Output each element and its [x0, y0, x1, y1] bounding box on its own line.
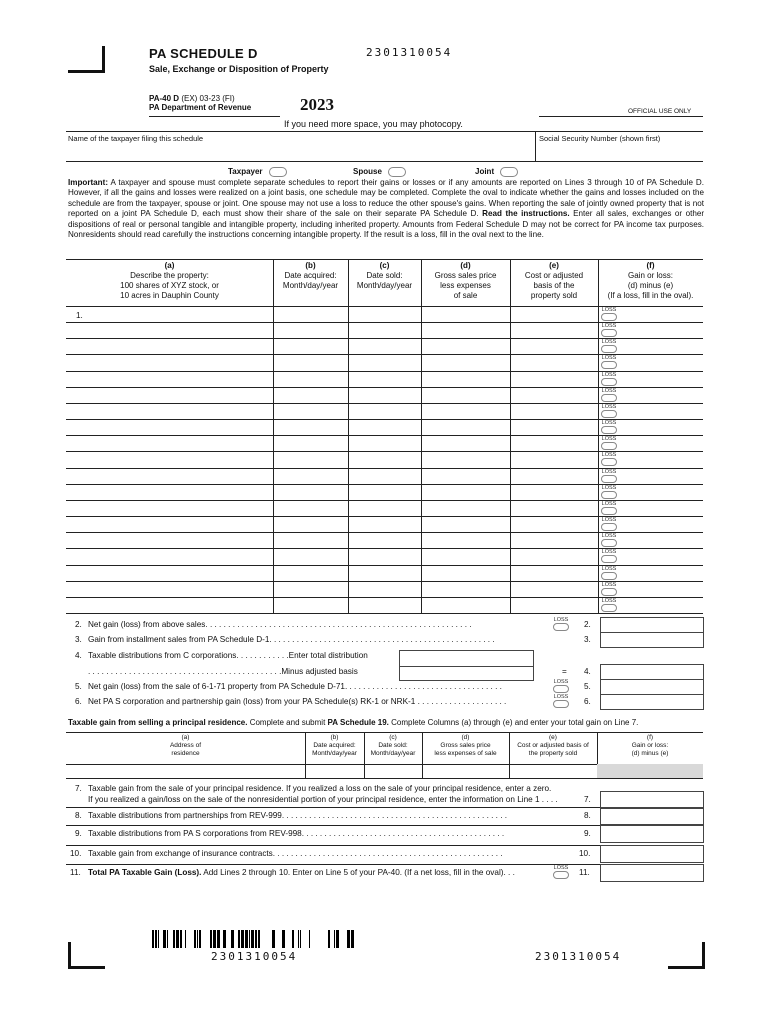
tax-year: 2023	[300, 95, 334, 114]
loss-oval-icon[interactable]	[601, 555, 617, 563]
barcode-bar	[249, 930, 250, 948]
barcode-bar	[258, 930, 260, 948]
loss-oval-icon[interactable]	[601, 458, 617, 466]
line-number: 7.	[75, 784, 82, 793]
loss-oval-icon[interactable]	[601, 378, 617, 386]
residence-column-header-a: (a) Address of residence	[169, 734, 202, 757]
loss-oval-icon[interactable]	[601, 313, 617, 321]
barcode-bar	[347, 930, 350, 948]
line-text: Taxable distributions from partnerships from REV-999. . . . . . . . . . . . . . . . . . . . . . . . . . . . . . . . . . . . . . . . . . . . . . . . . .	[88, 811, 508, 820]
form-subtitle: Sale, Exchange or Disposition of Property	[149, 64, 329, 74]
loss-oval[interactable]: LOSS	[596, 485, 622, 499]
taxpayer-name-label: Name of the taxpayer filing this schedule	[68, 134, 204, 143]
line-number: 10.	[70, 849, 82, 858]
line-number: 9.	[75, 829, 82, 838]
residence-column-header-f: (f) Gain or loss: (d) minus (e)	[631, 734, 669, 757]
footer-barcode-number-right: 2301310054	[535, 950, 622, 963]
registration-mark-bottom-left	[68, 942, 105, 969]
barcode-bar	[351, 930, 354, 948]
loss-oval-icon[interactable]	[601, 329, 617, 337]
loss-oval[interactable]: LOSS	[596, 452, 622, 466]
loss-oval-icon[interactable]	[553, 871, 569, 879]
barcode-bar	[251, 930, 254, 948]
residence-column-header-c: (c) Date sold: Month/day/year	[370, 734, 416, 757]
loss-oval[interactable]: LOSS	[596, 436, 622, 450]
barcode-bar	[298, 930, 299, 948]
barcode-bar	[155, 930, 157, 948]
loss-oval-icon[interactable]	[601, 394, 617, 402]
summary-line-text: Net PA S corporation and partnership gain (loss) from your PA Schedule(s) RK-1 or NRK-1 . . . . . . . . . . . . . . . . . . . .	[88, 697, 507, 706]
loss-oval[interactable]: LOSS	[596, 404, 622, 418]
filer-joint[interactable]: Joint	[475, 167, 518, 177]
line-text: Total PA Taxable Gain (Loss). Add Lines 2 through 10. Enter on Line 5 of your PA-40. (If a net loss, fill in the oval). . .	[88, 868, 515, 877]
barcode-bar	[210, 930, 212, 948]
line-ref: 10.	[579, 849, 591, 858]
line-1-label: 1.	[76, 311, 83, 320]
barcode-bar	[245, 930, 248, 948]
loss-oval-icon[interactable]	[601, 539, 617, 547]
loss-oval-icon[interactable]	[553, 623, 569, 631]
summary-line-ref: 5.	[584, 682, 591, 691]
summary-line-text: Net gain (loss) from the sale of 6-1-71 property from PA Schedule D-71. . . . . . . . . . . . . . . . . . . . . . . . . . . . . . . . . . .	[88, 682, 502, 691]
loss-oval-icon[interactable]	[601, 572, 617, 580]
loss-oval-icon[interactable]	[601, 410, 617, 418]
barcode-bar	[223, 930, 226, 948]
spouse-oval[interactable]	[388, 167, 406, 177]
barcode-bar	[292, 930, 294, 948]
barcode-bar	[167, 930, 168, 948]
table-row-line	[66, 613, 703, 614]
summary-line-ref: 3.	[584, 635, 591, 644]
barcode-bar	[309, 930, 310, 948]
loss-oval[interactable]: LOSS	[596, 339, 622, 353]
filer-taxpayer[interactable]: Taxpayer	[228, 167, 287, 177]
summary-line-text: Net gain (loss) from above sales. . . . . . . . . . . . . . . . . . . . . . . . . . . . . . . . . . . . . . . . . . . . . . . . . . . . . . . . . . .	[88, 620, 472, 629]
line-ref: 8.	[584, 811, 591, 820]
barcode-bar	[334, 930, 335, 948]
loss-oval[interactable]: LOSS	[596, 372, 622, 386]
barcode-bar	[173, 930, 175, 948]
barcode-bar	[158, 930, 159, 948]
line-answer-box[interactable]	[600, 807, 704, 825]
summary-line-number: 5.	[75, 682, 82, 691]
barcode-image	[152, 930, 362, 948]
registration-mark-top-left	[68, 46, 105, 73]
loss-oval[interactable]: LOSS	[596, 355, 622, 369]
loss-oval-icon[interactable]	[601, 442, 617, 450]
loss-oval[interactable]: LOSS	[548, 694, 574, 708]
loss-oval[interactable]: LOSS	[596, 598, 622, 612]
loss-oval-icon[interactable]	[601, 345, 617, 353]
column-header-a: (a) Describe the property: 100 shares of XYZ stock, or 10 acres in Dauphin County	[120, 261, 219, 300]
summary-answer-box[interactable]	[600, 694, 704, 710]
line-answer-box[interactable]	[600, 845, 704, 863]
barcode-bar	[300, 930, 301, 948]
loss-oval-icon[interactable]	[601, 491, 617, 499]
loss-oval-icon[interactable]	[601, 604, 617, 612]
summary-answer-box[interactable]	[600, 664, 704, 680]
line-text: Taxable gain from exchange of insurance contracts. . . . . . . . . . . . . . . . . . . . . . . . . . . . . . . . . . . . . . . . . . . . . . . . . . .	[88, 849, 503, 858]
barcode-bar	[231, 930, 234, 948]
residence-column-header-d: (d) Gross sales price less expenses of sale	[434, 734, 497, 757]
residence-column-header-e: (e) Cost or adjusted basis of the property sold	[517, 734, 589, 757]
photocopy-note: If you need more space, you may photocopy.	[284, 119, 463, 129]
loss-oval[interactable]: LOSS	[596, 307, 622, 321]
loss-oval-icon[interactable]	[601, 588, 617, 596]
loss-oval[interactable]: LOSS	[548, 679, 574, 693]
loss-oval[interactable]: LOSS	[596, 388, 622, 402]
official-use-label: OFFICIAL USE ONLY	[628, 108, 692, 115]
ssn-field[interactable]	[539, 145, 703, 161]
barcode-bar	[163, 930, 166, 948]
summary-line-number: 2.	[75, 620, 82, 629]
barcode-bar	[217, 930, 220, 948]
column-header-c: (c) Date sold: Month/day/year	[356, 261, 413, 290]
column-header-d: (d) Gross sales price less expenses of sale	[434, 261, 497, 300]
line-number: 8.	[75, 811, 82, 820]
line-ref: 11.	[579, 868, 590, 877]
loss-oval[interactable]: LOSS	[596, 501, 622, 515]
summary-line-text: Taxable distributions from C corporations. . . . . . . . . . . .Enter total distribution	[88, 651, 368, 660]
loss-oval-icon[interactable]	[553, 700, 569, 708]
taxpayer-oval[interactable]	[269, 167, 287, 177]
residence-heading: Taxable gain from selling a principal residence. Complete and submit PA Schedule 19. Complete Columns (a) through (e) and enter your total gain on Line 7.	[68, 718, 639, 727]
barcode-bar	[213, 930, 216, 948]
barcode-bar	[282, 930, 285, 948]
line-text-continued: If you realized a gain/loss on the sale of the nonresidential portion of your principal residence, enter the information on Line 1 . . . .	[88, 795, 558, 804]
loss-oval-icon[interactable]	[601, 507, 617, 515]
column-header-e: (e) Cost or adjusted basis of the property sold	[524, 261, 584, 300]
residence-gain-box[interactable]	[597, 764, 703, 778]
line-answer-box[interactable]	[600, 825, 704, 843]
important-instructions: Important: A taxpayer and spouse must complete separate schedules to report their gains or losses or if any amounts are reported on Lines 3 through 10 of PA Schedule D. However, if all the gains and losses were realized on a joint basis, one schedule may be completed. Complete the oval to indicate whether the gains and losses included on the schedule are from the taxpayer, spouse or joint. One spouse may not use a loss to reduce the other spouse's gains. When reporting the sale of jointly owned property that is not reported on a joint PA Schedule D, each must show their share of the sale on their separate PA Schedule D. Read the instructions. Enter all sales, exchanges or other dispositions of real or personal tangible and intangible property, including inherited property. Amounts from Federal Schedule D may not be correct for PA income tax purposes. Nonresidents should read carefully the instructions concerning intangible property. If the result is a loss, fill in the oval next to the line.	[68, 178, 705, 240]
loss-oval[interactable]: LOSS	[596, 533, 622, 547]
residence-column-header-b: (b) Date acquired: Month/day/year	[312, 734, 357, 757]
summary-answer-box[interactable]	[600, 632, 704, 648]
equals-sign: =	[562, 667, 567, 676]
loss-oval-icon[interactable]	[601, 475, 617, 483]
barcode-bar	[199, 930, 201, 948]
line-answer-box[interactable]	[600, 864, 704, 882]
summary-line-text: . . . . . . . . . . . . . . . . . . . . . . . . . . . . . . . . . . . . . . . . . . .Minus adjusted basis	[88, 667, 358, 676]
barcode-bar	[152, 930, 154, 948]
barcode-bar	[185, 930, 186, 948]
barcode-bar	[241, 930, 244, 948]
loss-oval-icon[interactable]	[553, 685, 569, 693]
line4-basis-box[interactable]	[399, 665, 534, 681]
barcode-bar	[194, 930, 196, 948]
summary-line-ref: 6.	[584, 697, 591, 706]
summary-answer-box[interactable]	[600, 617, 704, 633]
barcode-bar	[336, 930, 339, 948]
loss-oval-icon[interactable]	[601, 426, 617, 434]
barcode-bar	[180, 930, 182, 948]
loss-oval[interactable]: LOSS	[596, 566, 622, 580]
loss-oval-icon[interactable]	[601, 361, 617, 369]
summary-line-number: 6.	[75, 697, 82, 706]
summary-line-ref: 2.	[584, 620, 591, 629]
registration-mark-bottom-right	[668, 942, 705, 969]
loss-oval[interactable]: LOSS	[596, 517, 622, 531]
loss-oval[interactable]: LOSS	[596, 420, 622, 434]
barcode-bar	[197, 930, 198, 948]
footer-barcode-number-left: 2301310054	[211, 950, 298, 963]
top-barcode-number: 2301310054	[366, 46, 453, 59]
loss-oval[interactable]: LOSS	[548, 617, 574, 631]
department-label: PA Department of Revenue	[149, 103, 252, 112]
line-number: 11.	[70, 868, 81, 877]
summary-line-number: 3.	[75, 635, 82, 644]
line-ref: 7.	[584, 795, 591, 804]
loss-oval[interactable]: LOSS	[596, 549, 622, 563]
barcode-bar	[328, 930, 330, 948]
column-header-f: (f) Gain or loss: (d) minus (e) (If a loss, fill in the oval).	[607, 261, 694, 300]
form-title: PA SCHEDULE D	[149, 46, 258, 61]
taxpayer-name-field[interactable]	[68, 145, 534, 161]
ssn-label: Social Security Number (shown first)	[539, 134, 661, 143]
joint-oval[interactable]	[500, 167, 518, 177]
filer-spouse[interactable]: Spouse	[353, 167, 406, 177]
loss-oval-icon[interactable]	[601, 523, 617, 531]
form-code: PA-40 D (EX) 03-23 (FI)	[149, 94, 235, 103]
loss-oval[interactable]: LOSS	[596, 323, 622, 337]
line-ref: 9.	[584, 829, 591, 838]
summary-line-ref: 4.	[584, 667, 591, 676]
loss-oval[interactable]: LOSS	[596, 469, 622, 483]
barcode-bar	[272, 930, 275, 948]
column-header-b: (b) Date acquired: Month/day/year	[282, 261, 339, 290]
summary-line-number: 4.	[75, 651, 82, 660]
line-text: Taxable gain from the sale of your principal residence. If you realized a loss on the sale of your principal residence, enter a zero.	[88, 784, 552, 793]
summary-line-text: Gain from installment sales from PA Schedule D-1. . . . . . . . . . . . . . . . . . . . . . . . . . . . . . . . . . . . . . . . . . . . . . . . . .	[88, 635, 495, 644]
barcode-bar	[176, 930, 179, 948]
summary-answer-box[interactable]	[600, 679, 704, 695]
barcode-bar	[238, 930, 240, 948]
barcode-bar	[255, 930, 257, 948]
line-text: Taxable distributions from PA S corporations from REV-998. . . . . . . . . . . . . . . . . . . . . . . . . . . . . . . . . . . . . . . . . . . . .	[88, 829, 505, 838]
loss-oval[interactable]: LOSS	[596, 582, 622, 596]
loss-oval[interactable]: LOSS	[548, 865, 574, 879]
footer-barcode	[152, 930, 362, 948]
